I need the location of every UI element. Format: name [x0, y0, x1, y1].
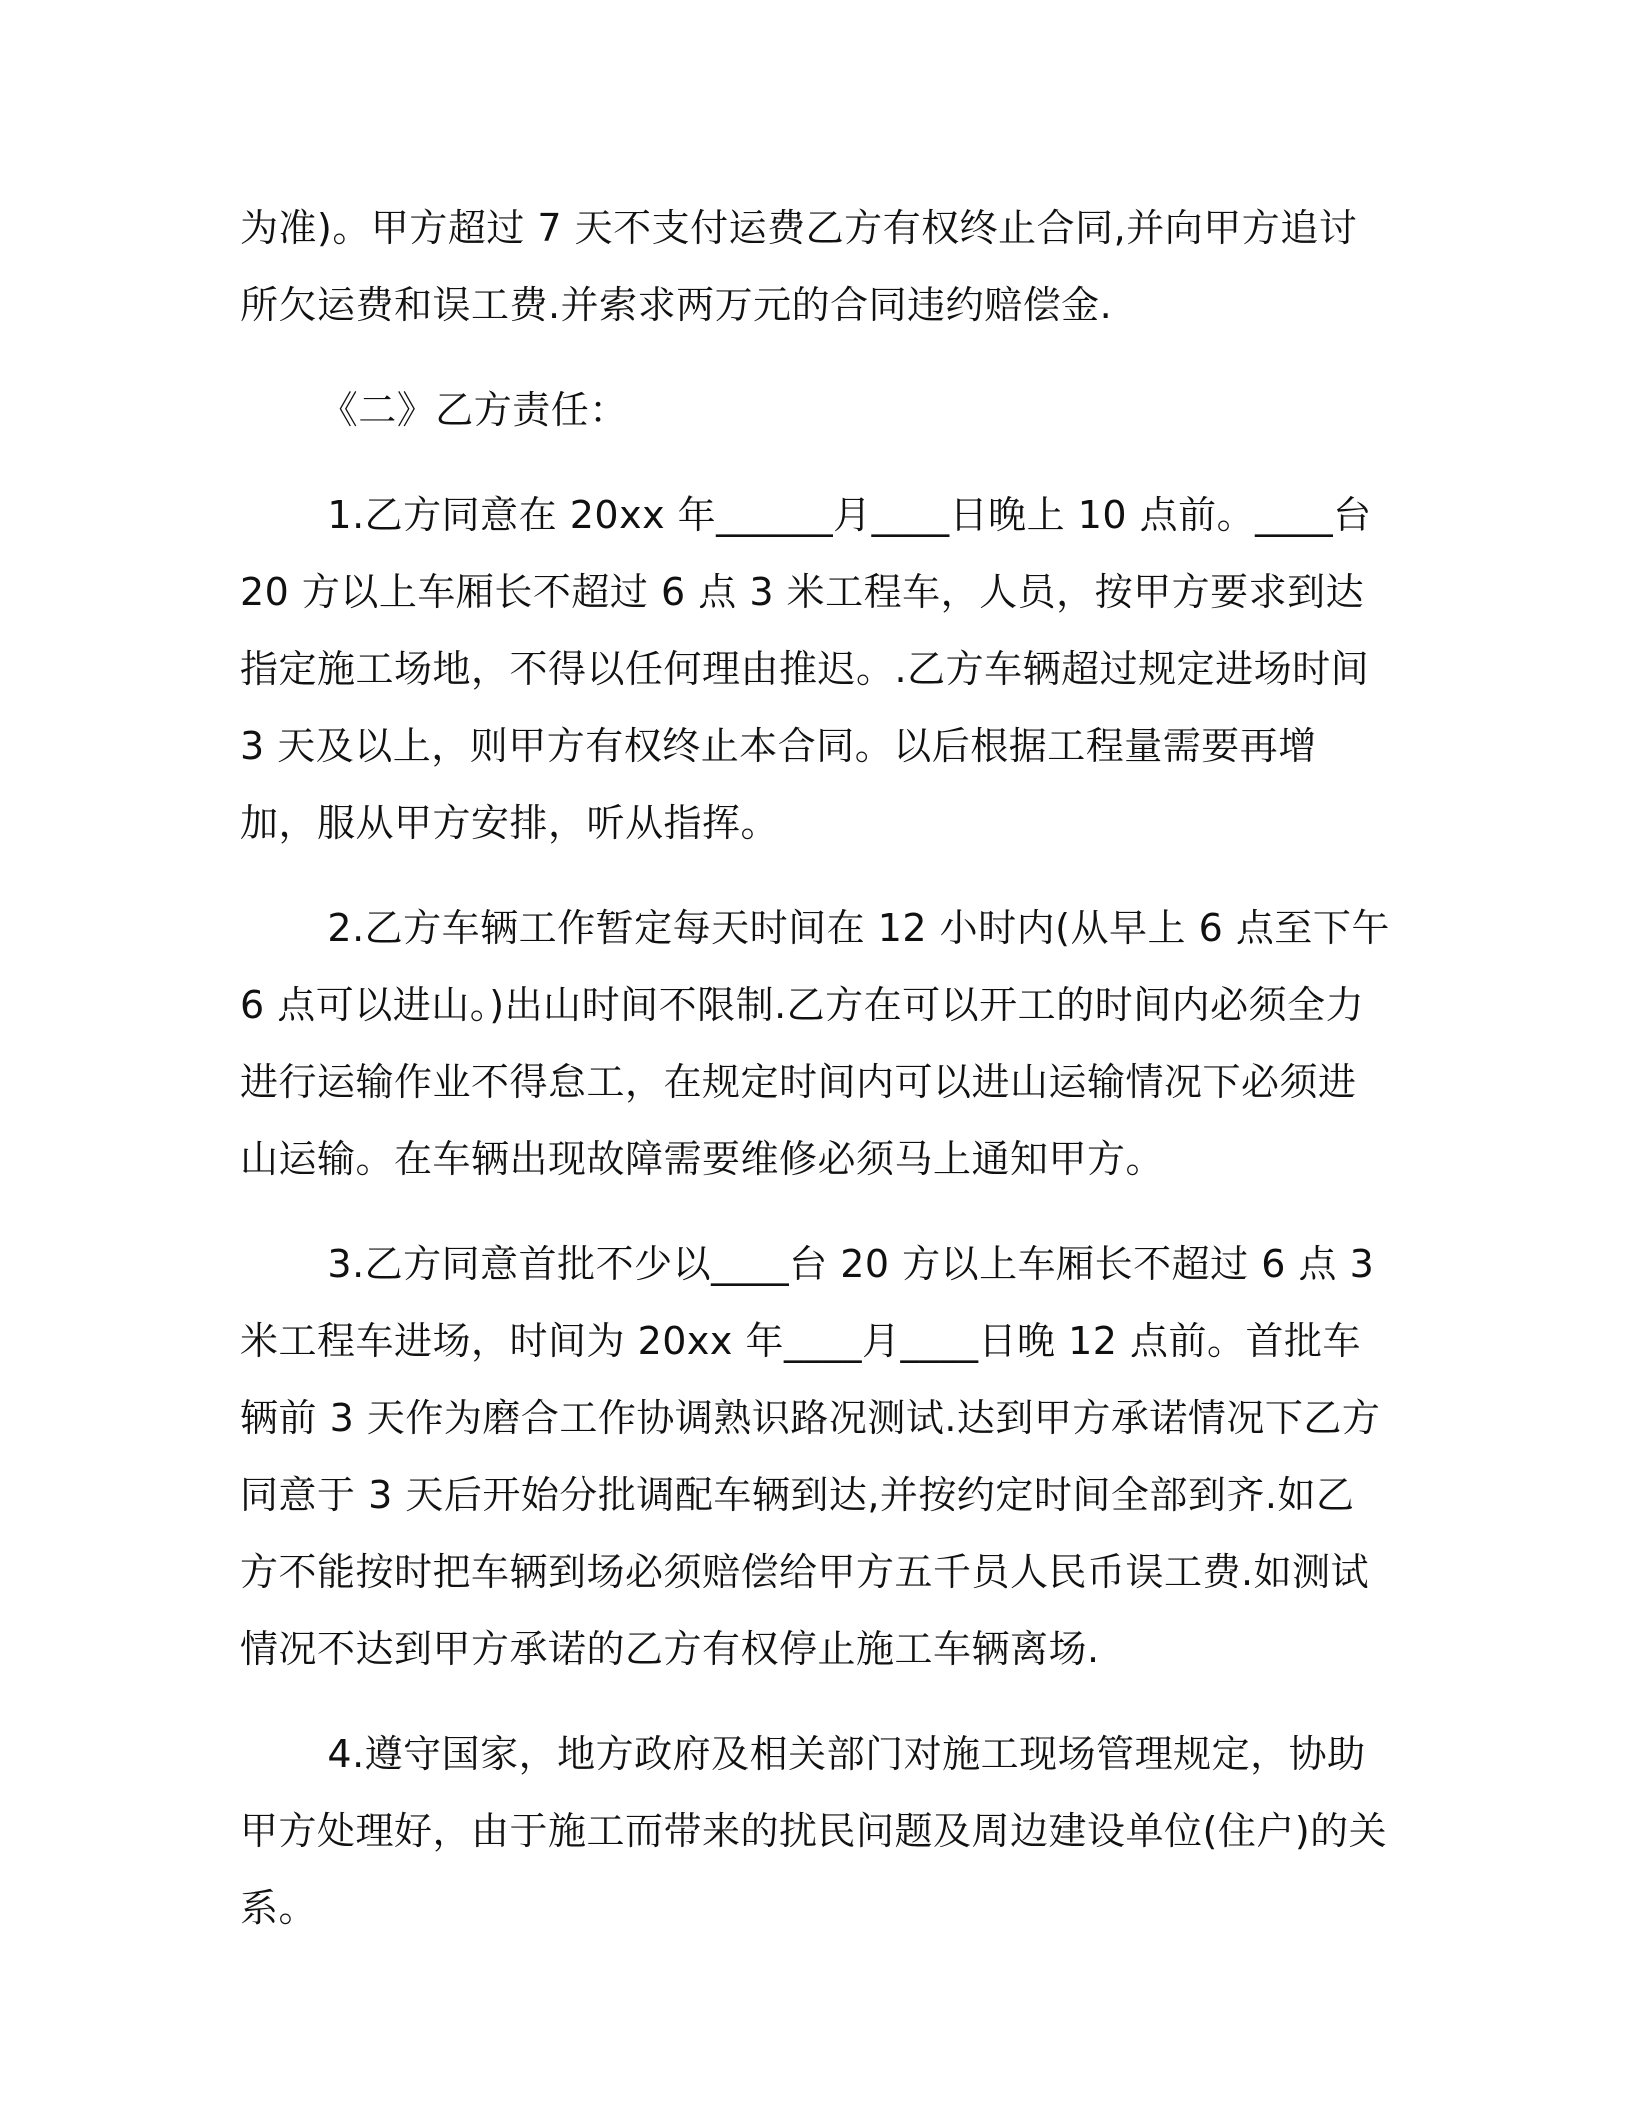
clause-4: 4.遵守国家，地方政府及相关部门对施工现场管理规定，协助甲方处理好，由于施工而带来的扰民问题及周边建设单位(住户)的关系。: [240, 1732, 1388, 1930]
section-heading: 《二》乙方责任：: [319, 388, 628, 432]
clause-1: 1.乙方同意在 20xx 年______月____日晚上 10 点前。____台 20 方以上车厢长不超过 6 点 3 米工程车，人员，按甲方要求到达指定施工场地，不得以任何理由推迟。.乙方车辆超过规定进场时间 3 天及以上，则甲方有权终止本合同。以后根据工程量需要再增加，服从甲方安排，听从指挥。: [240, 493, 1372, 845]
document-page: [240, 190, 1390, 1947]
clause-2: 2.乙方车辆工作暂定每天时间在 12 小时内(从早上 6 点至下午 6 点可以进山。)出山时间不限制.乙方在可以开工的时间内必须全力进行运输作业不得怠工，在规定时间内可以进山运输情况下必须进山运输。在车辆出现故障需要维修必须马上通知甲方。: [240, 906, 1390, 1181]
paragraph-continuation: 为准)。甲方超过 7 天不支付运费乙方有权终止合同,并向甲方追讨所欠运费和误工费.并索求两万元的合同违约赔偿金.: [240, 206, 1358, 327]
clause-3: 3.乙方同意首批不少以____台 20 方以上车厢长不超过 6 点 3 米工程车进场，时间为 20xx 年____月____日晚 12 点前。首批车辆前 3 天作为磨合工作协调熟识路况测试.达到甲方承诺情况下乙方同意于 3 天后开始分批调配车辆到达,并按约定时间全部到齐.如乙方不能按时把车辆到场必须赔偿给甲方五千员人民币误工费.如测试情况不达到甲方承诺的乙方有权停止施工车辆离场.: [240, 1242, 1381, 1671]
